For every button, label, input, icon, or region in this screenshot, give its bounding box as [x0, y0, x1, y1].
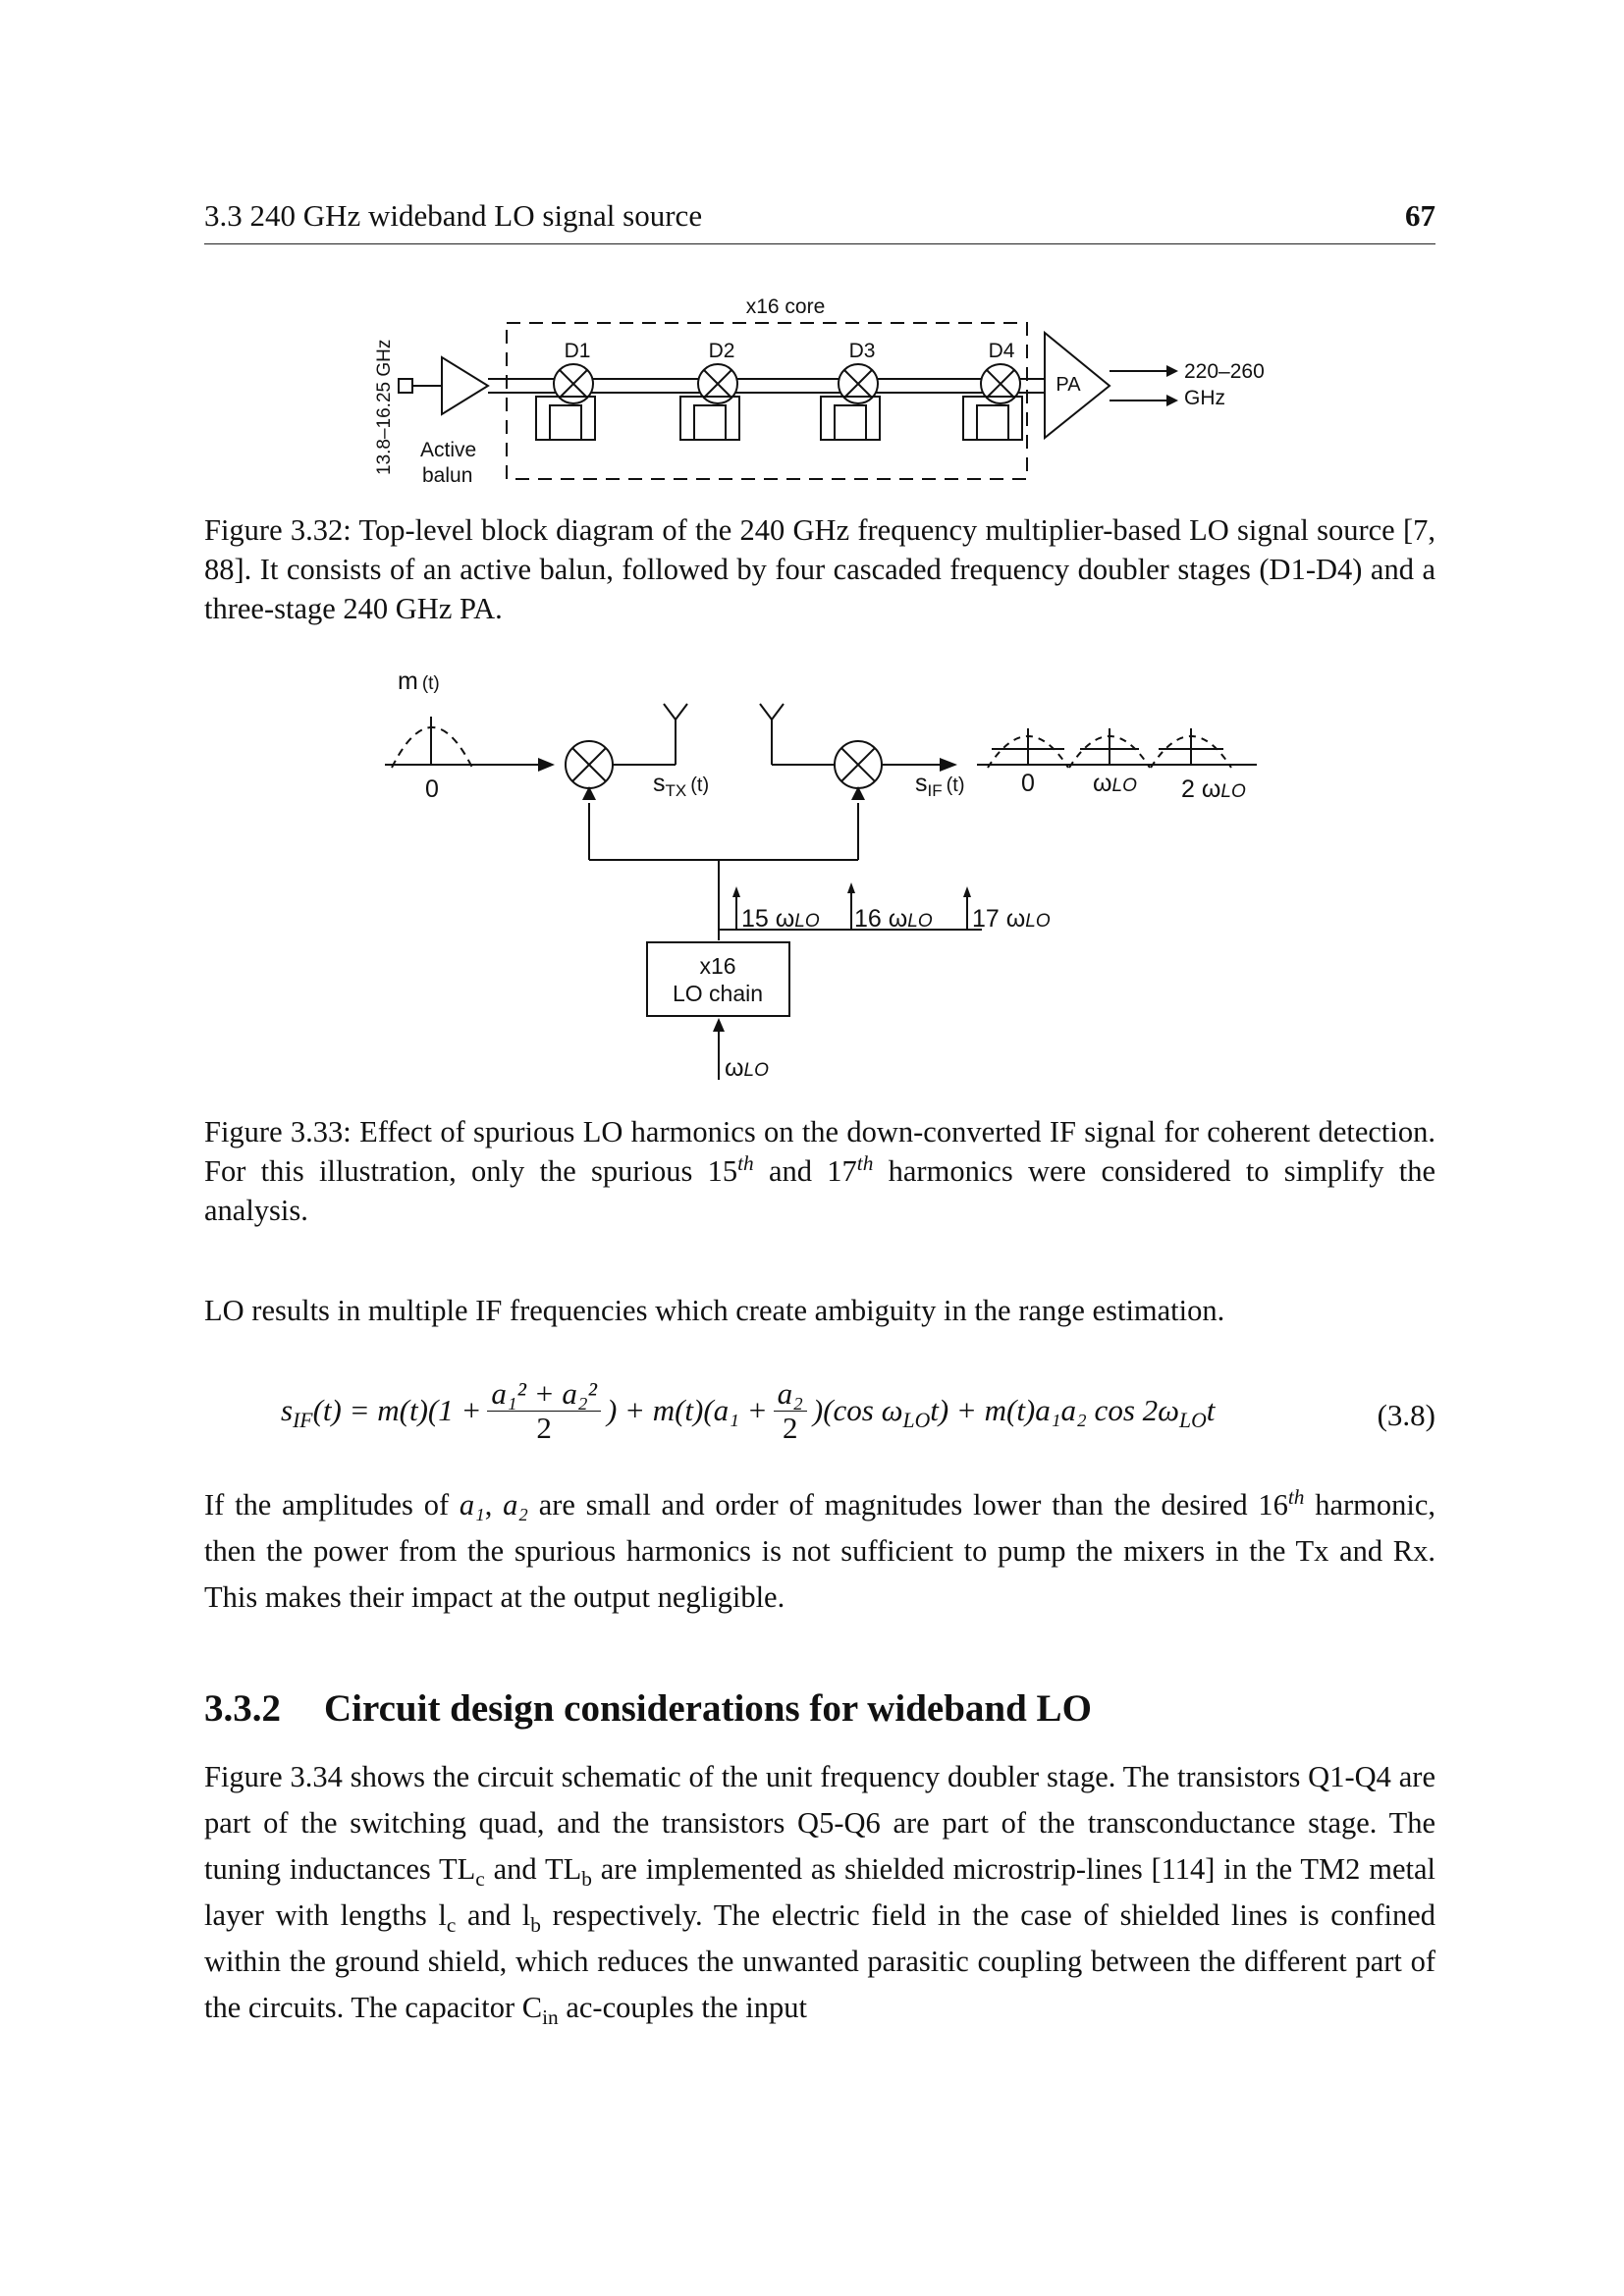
equation-3-8 [204, 1366, 1435, 1455]
balun-label-line1: Active [420, 439, 477, 461]
figure-3-32-caption: Figure 3.32: Top-level block diagram of the 240 GHz frequency multiplier-based LO signal source [7, 88]. It consists of an active balun, followed by four cascaded frequency doubler stages (D1-D4) and a three-stage 240 GHz PA. [204, 513, 1435, 625]
running-title: 3.3 240 GHz wideband LO signal source [204, 198, 703, 233]
doubler-label-d2: D2 [708, 340, 735, 362]
spectrum-2wlo-label: 2 ωLO [1181, 775, 1246, 803]
equation-body: $s_{IF}(t) = m(t)(1$ + $\frac{\text{a₁² + a₂²}}{2}$ ) + m(t)(a₁ + $\frac{\text{a₂}}{2}$ )(cos $\omega_{LO}t) + m(t)a_1a_2$ $\cos 2\omega_{LO}t$ [281, 1375, 1216, 1445]
harmonic-15-label: 15 ωLO [741, 905, 820, 933]
balun-label-line2: balun [422, 464, 473, 487]
paragraph-circuit-design: Figure 3.34 shows the circuit schematic of the unit frequency doubler stage. The transistors Q1-Q4 are part of the switching quad, and the transistors Q5-Q6 are part of the transconductance stage. The tuning inductances $TL_c$ and $TL_b$ are implemented as shielded microstrip-lines [114] in the TM2 metal layer with lengths $l_c$ and $l_b$ respectively. The electric field in the case of shielded lines is confined within the ground shield, which reduces the unwanted parasitic coupling between the different part of the circuits. The capacitor $C_{in}$ ac-couples the input [204, 1760, 1435, 2030]
input-port-square [399, 379, 412, 393]
x16-core-label: x16 core [745, 295, 826, 318]
fraction-1: $\frac{\text{a₁² + a₂²}}{2}$ [487, 1377, 601, 1445]
doubler-d1-symbol [536, 364, 595, 440]
input-signal-label: m (t) [398, 667, 440, 695]
output-arrow-top [1166, 365, 1178, 377]
lo-input-label: ωLO [725, 1054, 769, 1082]
figure-3-33-block-diagram [363, 658, 1276, 1090]
harmonic-16-label: 16 ωLO [854, 905, 933, 933]
doubler-label-d3: D3 [848, 340, 876, 362]
doubler-label-d1: D1 [564, 340, 591, 362]
doubler-label-d4: D4 [988, 340, 1015, 362]
input-frequency-label: 13.8–16.25 GHz [374, 339, 395, 475]
lo-chain-label-line2: LO chain [672, 981, 764, 1006]
lo-chain-label-line1: x16 [699, 953, 736, 979]
page-header [204, 198, 1435, 244]
equation-number: (3.8) [1377, 1398, 1435, 1432]
doubler-d4-symbol [963, 364, 1022, 440]
active-balun-triangle [442, 357, 488, 414]
figure-3-33-caption: Figure 3.33: Effect of spurious LO harmonics on the down-converted IF signal for coherent detection. For this illustration, only the spurious 15th and 17th harmonics were considered to simplify the analysis. [204, 1115, 1435, 1227]
pa-label: PA [1056, 374, 1081, 396]
page-number: 67 [1405, 198, 1435, 233]
sif-label: $s_{IF}$ $^{(t)}$ [915, 770, 965, 800]
harmonic-17-label: 17 ωLO [972, 905, 1051, 933]
paragraph-spurious-amplitudes: If the amplitudes of a₁, a₂ are small and order of magnitudes lower than the desired 16th harmonic, then the power from the spurious harmonics is not sufficient to pump the mixers in the Tx and Rx. This makes their impact at the output negligible. [204, 1484, 1435, 1614]
doubler-d2-symbol [680, 364, 739, 440]
paragraph-range-ambiguity: LO results in multiple IF frequencies which create ambiguity in the range estimation. [204, 1294, 1225, 1327]
output-freq-line2: GHz [1184, 387, 1225, 409]
output-arrow-bottom [1166, 395, 1178, 406]
input-zero-label: 0 [425, 775, 439, 803]
spectrum-zero-label: 0 [1021, 770, 1035, 797]
fraction-2: $\frac{\text{a₂}}{2}$ [774, 1377, 807, 1445]
doubler-d3-symbol [821, 364, 880, 440]
section-heading: 3.3.2 Circuit design considerations for wideband LO [204, 1687, 1092, 1730]
figure-3-32-block-diagram [363, 290, 1286, 496]
stx-label: $s_{TX}$ $^{(t)}$ [653, 770, 710, 800]
spectrum-wlo-label: ωLO [1093, 770, 1137, 797]
output-freq-line1: 220–260 [1184, 360, 1265, 383]
